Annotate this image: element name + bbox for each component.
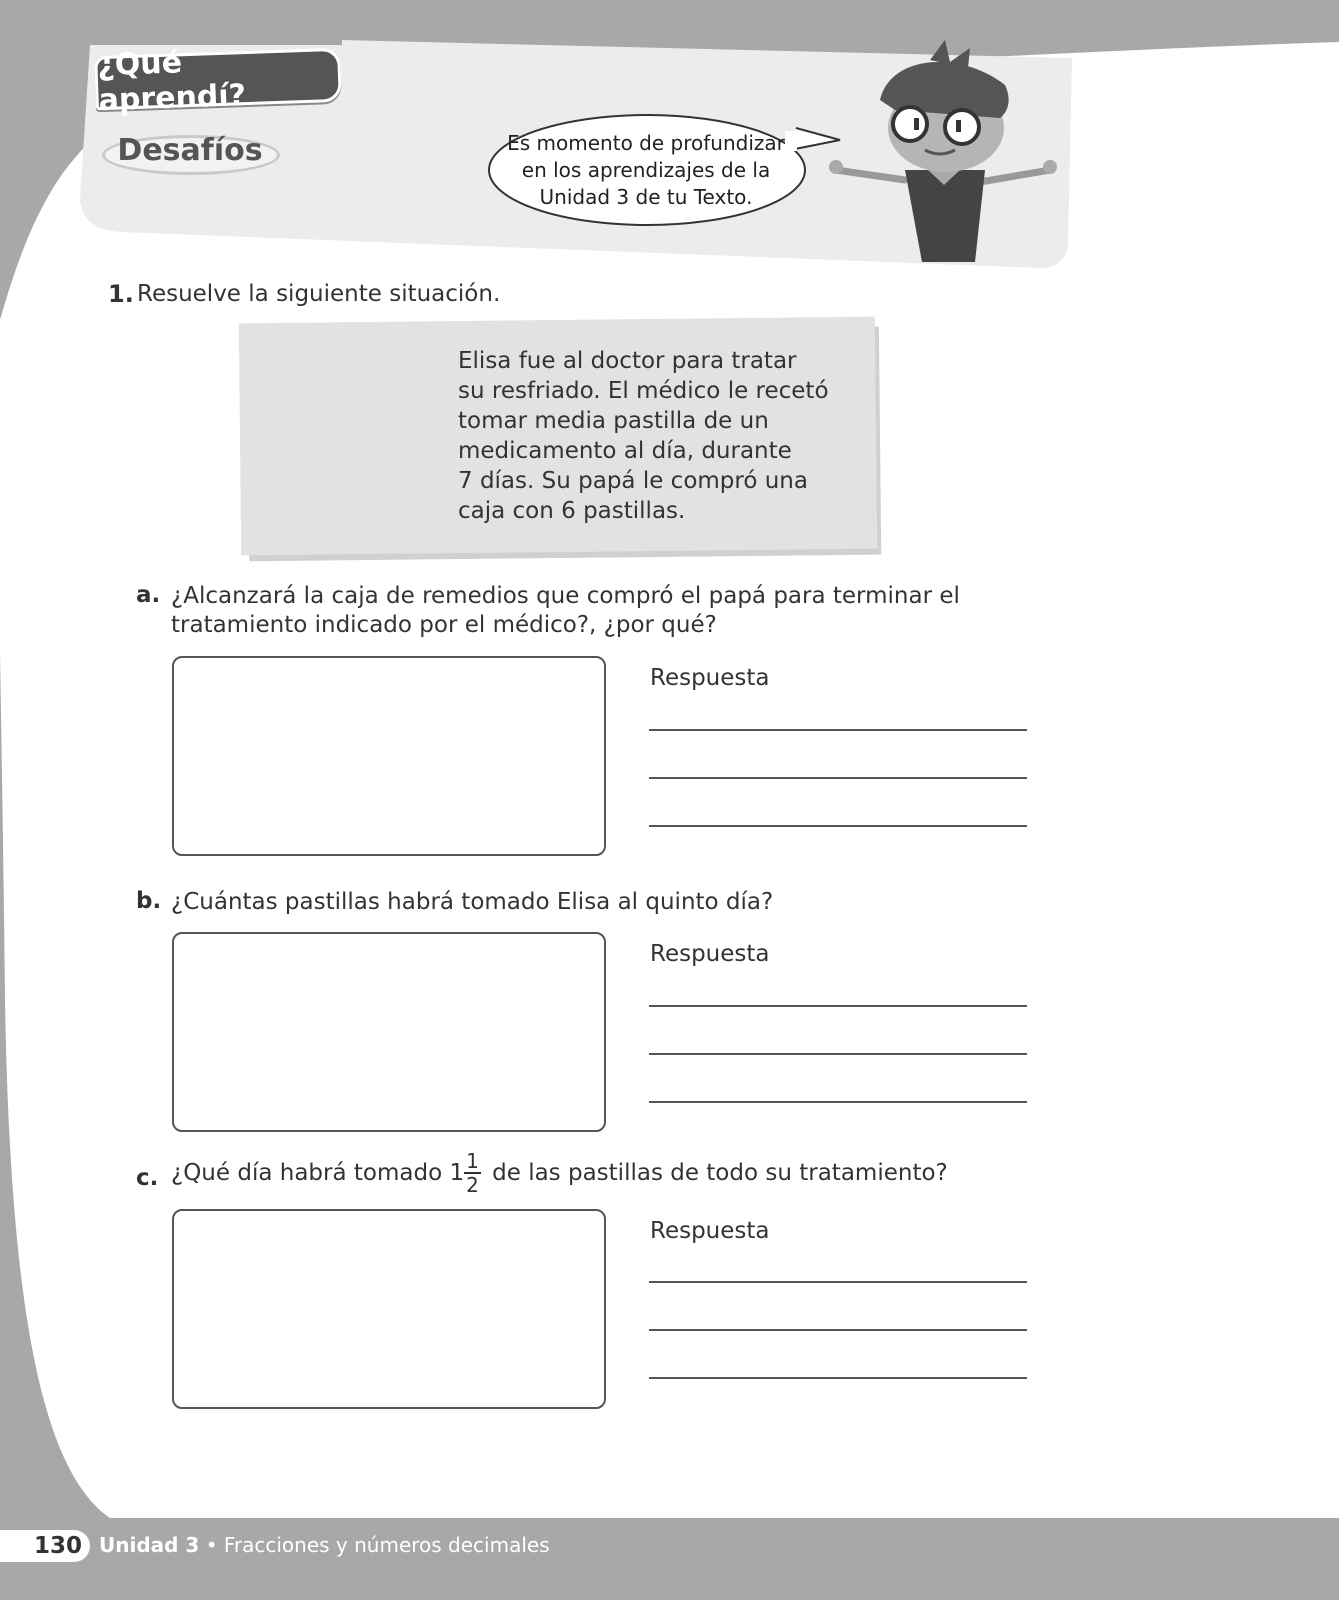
- mixed-fraction: [464, 1150, 481, 1196]
- sub-question-c-text-after: de las pastillas de todo su tratamiento?: [484, 1159, 948, 1186]
- section-tab-title: ¿Qué aprendí?: [94, 48, 342, 111]
- footer-separator: •: [199, 1533, 224, 1557]
- question-number: 1.: [108, 280, 134, 308]
- answer-line[interactable]: [649, 1377, 1027, 1379]
- sub-question-c-letter: c.: [136, 1165, 159, 1191]
- work-box-a[interactable]: [172, 656, 606, 856]
- story-text: Elisa fue al doctor para tratar su resfriado. El médico le recetó tomar media pastilla de un medicamento al día, durante 7 días. Su papá le compró una caja con 6 pastillas.: [458, 348, 829, 524]
- answer-line[interactable]: [649, 729, 1027, 731]
- work-box-c[interactable]: [172, 1209, 606, 1409]
- answer-line[interactable]: [649, 1281, 1027, 1283]
- sub-question-a-text: ¿Alcanzará la caja de remedios que compró el papá para terminar el tratamiento indicado por el médico?, ¿por qué?: [171, 583, 960, 638]
- fraction-denominator: 2: [466, 1173, 479, 1197]
- page-number: 130: [0, 1530, 90, 1562]
- work-box-b[interactable]: [172, 932, 606, 1132]
- speech-bubble-text: Es momento de profundizar en los aprendizajes de la Unidad 3 de tu Texto.: [507, 131, 785, 209]
- answer-line[interactable]: [649, 1005, 1027, 1007]
- answer-line[interactable]: [649, 777, 1027, 779]
- answer-label-b: Respuesta: [650, 941, 770, 967]
- fraction-numerator: 1: [466, 1149, 479, 1173]
- desafios-title: Desafíos: [117, 132, 263, 168]
- sub-question-c-text-before: ¿Qué día habrá tomado 1: [171, 1159, 465, 1186]
- answer-line[interactable]: [649, 1053, 1027, 1055]
- answer-label-a: Respuesta: [650, 665, 770, 691]
- question-prompt: Resuelve la siguiente situación.: [137, 281, 501, 307]
- sub-question-b-letter: b.: [136, 888, 162, 914]
- answer-line[interactable]: [649, 1329, 1027, 1331]
- answer-label-c: Respuesta: [650, 1218, 770, 1244]
- answer-line[interactable]: [649, 1101, 1027, 1103]
- sub-question-c-text: [171, 1150, 961, 1196]
- footer-unit: Unidad 3: [99, 1533, 200, 1557]
- answer-line[interactable]: [649, 825, 1027, 827]
- footer-topic: Fracciones y números decimales: [223, 1533, 550, 1557]
- footer-text: [99, 1533, 550, 1557]
- sub-question-b-text: ¿Cuántas pastillas habrá tomado Elisa al quinto día?: [171, 889, 774, 915]
- sub-question-a-letter: a.: [136, 582, 161, 608]
